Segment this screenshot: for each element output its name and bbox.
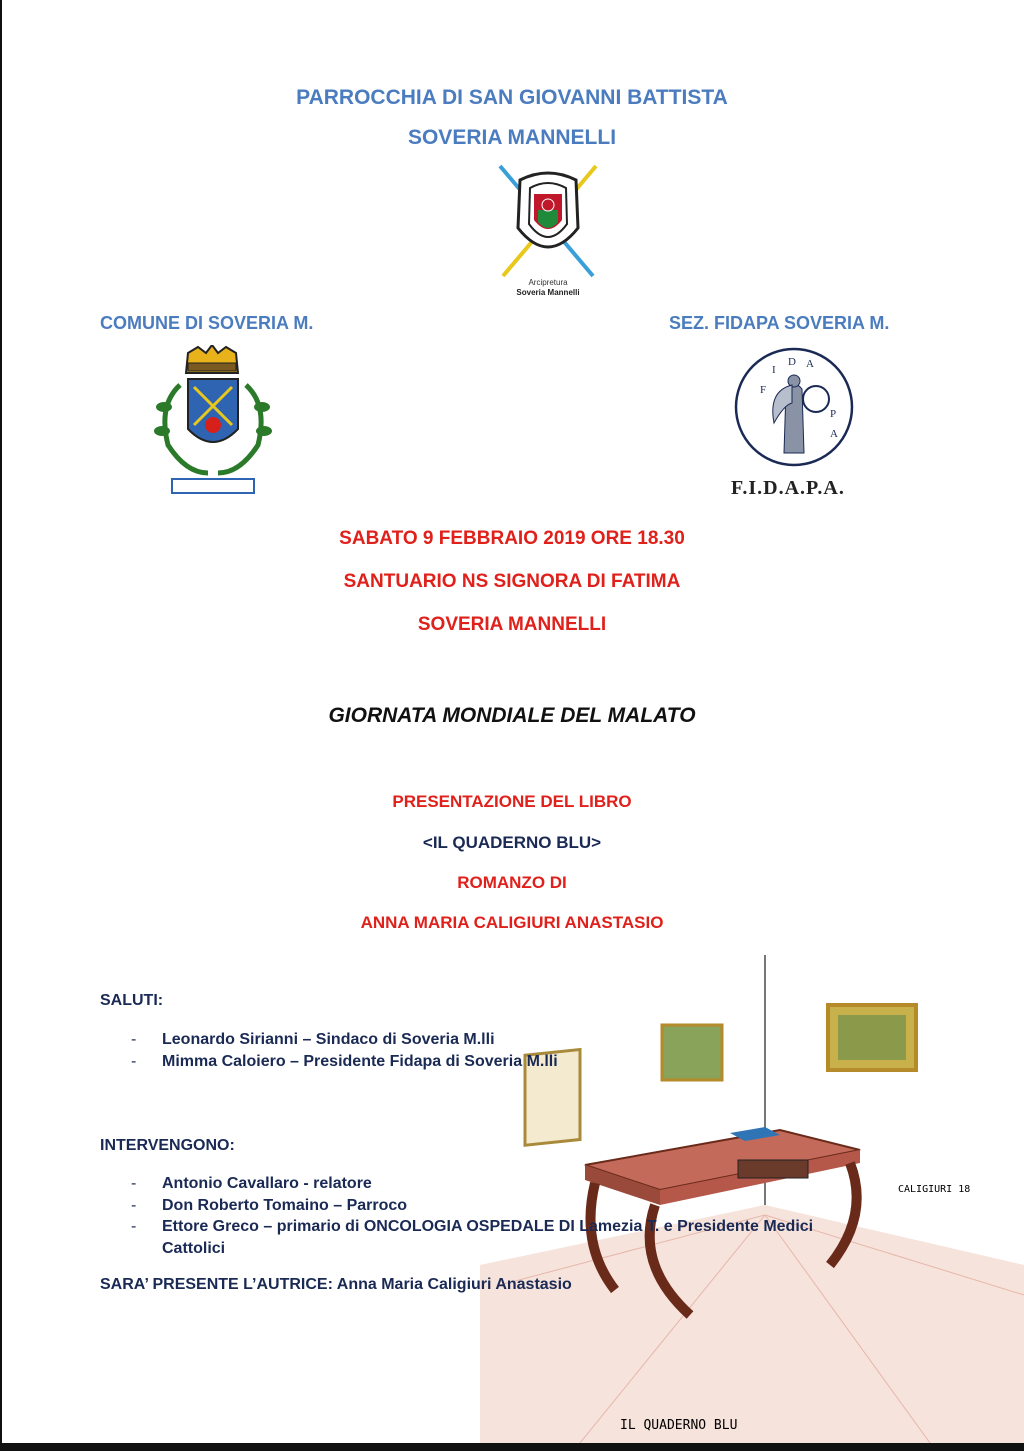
bullet-dash: - bbox=[131, 1031, 137, 1048]
fidapa-emblem-icon bbox=[732, 345, 857, 470]
parish-town: SOVERIA MANNELLI bbox=[407, 126, 617, 149]
event-venue: SANTUARIO NS SIGNORA DI FATIMA bbox=[343, 571, 681, 592]
book-illustration bbox=[480, 955, 1024, 1443]
comune-coat-of-arms bbox=[150, 345, 275, 500]
book-title: <IL QUADERNO BLU> bbox=[422, 833, 602, 852]
speaker-item-continuation: Cattolici bbox=[162, 1240, 226, 1257]
illustration-caption: IL QUADERNO BLU bbox=[620, 1418, 738, 1433]
author-name: ANNA MARIA CALIGIURI ANASTASIO bbox=[360, 913, 664, 932]
svg-text:F: F bbox=[760, 384, 767, 396]
fidapa-logo bbox=[732, 345, 857, 470]
parish-crest-icon bbox=[478, 158, 618, 298]
svg-text:A: A bbox=[830, 428, 838, 440]
parish-coat-of-arms bbox=[478, 158, 618, 298]
comune-label: COMUNE DI SOVERIA M. bbox=[100, 313, 314, 333]
speaker-item: Antonio Cavallaro - relatore bbox=[162, 1175, 372, 1192]
presentation-line: PRESENTAZIONE DEL LIBRO bbox=[392, 792, 632, 811]
svg-text:I: I bbox=[772, 364, 776, 376]
bullet-dash: - bbox=[131, 1218, 137, 1235]
novel-by-line: ROMANZO DI bbox=[457, 873, 567, 892]
page-border-bottom bbox=[0, 1443, 1024, 1451]
svg-text:P: P bbox=[830, 408, 837, 420]
speaker-item: Don Roberto Tomaino – Parroco bbox=[162, 1197, 408, 1214]
fidapa-label: SEZ. FIDAPA SOVERIA M. bbox=[669, 313, 890, 333]
intervengono-heading: INTERVENGONO: bbox=[100, 1137, 235, 1154]
saluti-item: Leonardo Sirianni – Sindaco di Soveria M.lli bbox=[162, 1031, 495, 1048]
speaker-item: Ettore Greco – primario di ONCOLOGIA OSPEDALE DI Lamezia T. e Presidente Medici bbox=[162, 1218, 814, 1235]
saluti-heading: SALUTI: bbox=[100, 992, 164, 1009]
saluti-item: Mimma Caloiero – Presidente Fidapa di Soveria M.lli bbox=[162, 1053, 558, 1070]
svg-text:A: A bbox=[806, 358, 814, 370]
event-town: SOVERIA MANNELLI bbox=[417, 614, 607, 635]
parish-logo-caption-2: Soveria Mannelli bbox=[516, 288, 580, 297]
fidapa-logo-text: F.I.D.A.P.A. bbox=[731, 477, 845, 499]
parish-title: PARROCCHIA DI SAN GIOVANNI BATTISTA bbox=[296, 86, 728, 109]
illustration-signature: CALIGIURI 18 bbox=[898, 1184, 971, 1195]
parish-logo-caption-1: Arcipretura bbox=[528, 278, 568, 287]
bullet-dash: - bbox=[131, 1053, 137, 1070]
bullet-dash: - bbox=[131, 1197, 137, 1214]
event-title: GIORNATA MONDIALE DEL MALATO bbox=[328, 704, 696, 727]
comune-crest-icon bbox=[150, 345, 275, 500]
event-date: SABATO 9 FEBBRAIO 2019 ORE 18.30 bbox=[339, 528, 685, 549]
desk-drawing-icon bbox=[480, 955, 1024, 1443]
bullet-dash: - bbox=[131, 1175, 137, 1192]
author-present-line: SARA’ PRESENTE L’AUTRICE: Anna Maria Caligiuri Anastasio bbox=[100, 1276, 572, 1293]
svg-text:D: D bbox=[788, 356, 796, 368]
